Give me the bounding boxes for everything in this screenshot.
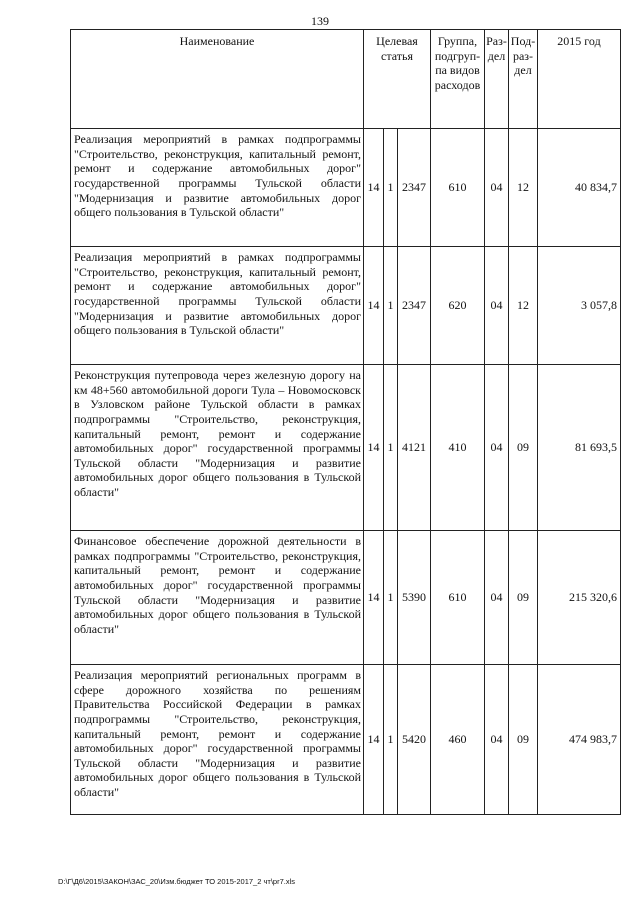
row-subsection: 12 bbox=[509, 247, 538, 365]
row-name: Реализация мероприятий в рамках подпрограммы "Строительство, реконструкция, капитальный ремонт, ремонт и содержание автомобильных дорог" государственной программы Тульской области "Модернизация и развитие автомобильных дорог общего пользования в Тульской области" bbox=[71, 247, 364, 365]
table-row bbox=[71, 531, 621, 665]
row-code2: 1 bbox=[384, 129, 398, 247]
row-group: 610 bbox=[431, 129, 485, 247]
row-subsection: 09 bbox=[509, 365, 538, 531]
row-section: 04 bbox=[485, 247, 509, 365]
row-section: 04 bbox=[485, 365, 509, 531]
row-group: 460 bbox=[431, 665, 485, 815]
file-path-footer: D:\Г\Д6\2015\ЗАКОН\ЗАС_20\Изм.бюджет ТО 2015-2017_2 чт\pr7.xls bbox=[58, 877, 295, 886]
row-amount: 40 834,7 bbox=[538, 129, 621, 247]
row-code3: 2347 bbox=[398, 129, 431, 247]
header-target-article: Целевая статья bbox=[364, 30, 431, 129]
row-name: Реализация мероприятий региональных программ в сфере дорожного хозяйства по решениям Правительства Российской Федерации в рамках подпрограммы "Строительство, реконструкция, капитальный ремонт, ремонт и содержание автомобильных дорог" государственной программы Тульской области "Модернизация и развитие автомобильных дорог общего пользования в Тульской области" bbox=[71, 665, 364, 815]
table-row bbox=[71, 247, 621, 365]
row-amount: 215 320,6 bbox=[538, 531, 621, 665]
header-subsection: Под-раз-дел bbox=[509, 30, 538, 129]
page-number: 139 bbox=[311, 14, 329, 28]
row-amount: 81 693,5 bbox=[538, 365, 621, 531]
row-group: 610 bbox=[431, 531, 485, 665]
row-subsection: 12 bbox=[509, 129, 538, 247]
row-amount: 474 983,7 bbox=[538, 665, 621, 815]
row-code1: 14 bbox=[364, 129, 384, 247]
row-subsection: 09 bbox=[509, 531, 538, 665]
row-section: 04 bbox=[485, 129, 509, 247]
row-section: 04 bbox=[485, 531, 509, 665]
row-amount: 3 057,8 bbox=[538, 247, 621, 365]
row-code2: 1 bbox=[384, 365, 398, 531]
table-row bbox=[71, 665, 621, 815]
header-group: Группа, подгруп-па видов расходов bbox=[431, 30, 485, 129]
table-row bbox=[71, 365, 621, 531]
row-code1: 14 bbox=[364, 665, 384, 815]
table-row bbox=[71, 129, 621, 247]
row-code3: 5390 bbox=[398, 531, 431, 665]
header-year: 2015 год bbox=[538, 30, 621, 129]
row-name: Финансовое обеспечение дорожной деятельности в рамках подпрограммы "Строительство, реконструкция, капитальный ремонт, ремонт и содержание автомобильных дорог" государственной программы Тульской области "Модернизация и развитие автомобильных дорог общего пользования в Тульской области" bbox=[71, 531, 364, 665]
row-name: Реализация мероприятий в рамках подпрограммы "Строительство, реконструкция, капитальный ремонт, ремонт и содержание автомобильных дорог" государственной программы Тульской области "Модернизация и развитие автомобильных дорог общего пользования в Тульской области" bbox=[71, 129, 364, 247]
header-name: Наименование bbox=[71, 30, 364, 129]
row-code1: 14 bbox=[364, 365, 384, 531]
row-code3: 5420 bbox=[398, 665, 431, 815]
row-code2: 1 bbox=[384, 247, 398, 365]
row-code3: 4121 bbox=[398, 365, 431, 531]
header-section: Раз-дел bbox=[485, 30, 509, 129]
row-code2: 1 bbox=[384, 665, 398, 815]
row-section: 04 bbox=[485, 665, 509, 815]
row-name: Реконструкция путепровода через железную дорогу на км 48+560 автомобильной дороги Тула – Новомосковск в Узловском районе Тульской области в рамках подпрограммы "Строительство, реконструкция, капитальный ремонт, ремонт и содержание автомобильных дорог" государственной программы Тульской области "Модернизация и развитие автомобильных дорог общего пользования в Тульской области" bbox=[71, 365, 364, 531]
row-subsection: 09 bbox=[509, 665, 538, 815]
row-code1: 14 bbox=[364, 531, 384, 665]
row-code3: 2347 bbox=[398, 247, 431, 365]
row-code1: 14 bbox=[364, 247, 384, 365]
row-code2: 1 bbox=[384, 531, 398, 665]
budget-table bbox=[70, 29, 621, 815]
row-group: 410 bbox=[431, 365, 485, 531]
table-header-row bbox=[71, 30, 621, 129]
row-group: 620 bbox=[431, 247, 485, 365]
